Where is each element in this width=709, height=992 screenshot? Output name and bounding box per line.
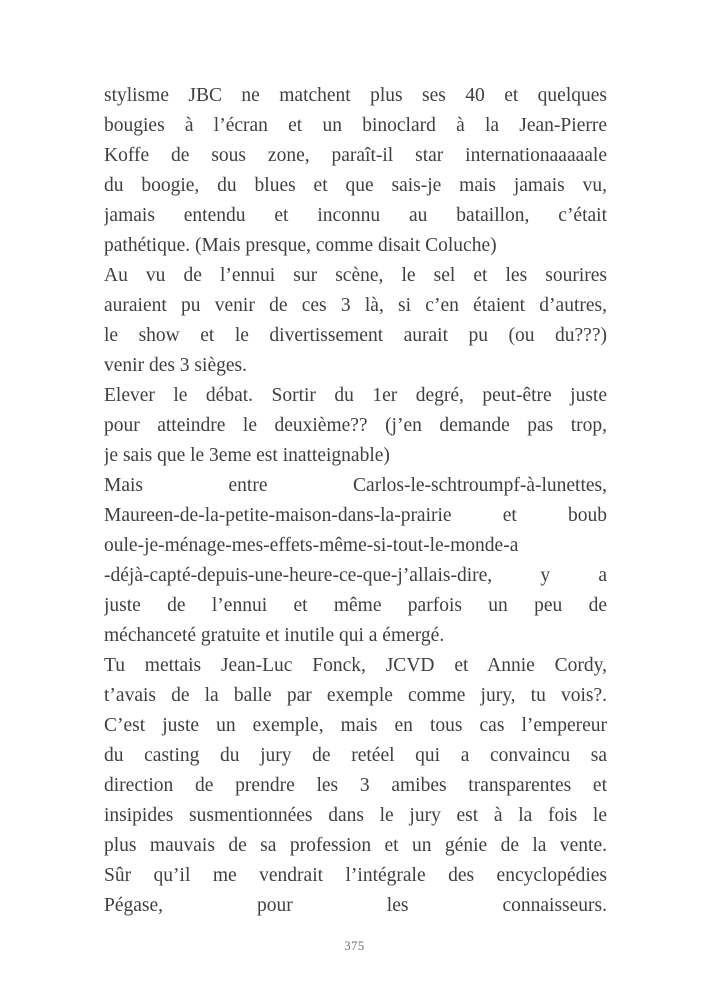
text-line: plus mauvais de sa profession et un génie de la vente. (104, 835, 607, 856)
text-line: Mais entre Carlos-le-schtroumpf-à-lunettes, (104, 475, 607, 496)
text-line: venir des 3 sièges. (104, 355, 247, 376)
text-line: du boogie, du blues et que sais-je mais jamais vu, (104, 175, 607, 196)
text-line: Koffe de sous zone, paraît-il star internationaaaaale (104, 145, 607, 166)
text-line: pathétique. (Mais presque, comme disait Coluche) (104, 235, 497, 256)
text-line: Sûr qu’il me vendrait l’intégrale des encyclopédies (104, 865, 607, 886)
text-line: le show et le divertissement aurait pu (ou du???) (104, 325, 607, 346)
text-line: direction de prendre les 3 amibes transparentes et (104, 775, 607, 796)
text-line: Au vu de l’ennui sur scène, le sel et les sourires (104, 265, 607, 286)
text-line: du casting du jury de retéel qui a convaincu sa (104, 745, 607, 766)
text-line: insipides susmentionnées dans le jury est à la fois le (104, 805, 607, 826)
text-line: bougies à l’écran et un binoclard à la Jean-Pierre (104, 115, 607, 136)
text-line: Maureen-de-la-petite-maison-dans-la-prairie et boub (104, 505, 607, 526)
text-line: méchanceté gratuite et inutile qui a émergé. (104, 625, 445, 646)
text-line: oule-je-ménage-mes-effets-même-si-tout-le-monde-a (104, 535, 519, 556)
text-line: -déjà-capté-depuis-une-heure-ce-que-j’allais-dire, y a (104, 565, 607, 586)
text-line: Pégase, pour les connaisseurs. (104, 895, 607, 916)
text-line: C’est juste un exemple, mais en tous cas l’empereur (104, 715, 607, 736)
text-line: juste de l’ennui et même parfois un peu de (104, 595, 607, 616)
text-line: je sais que le 3eme est inatteignable) (104, 445, 390, 466)
page-number: 375 (344, 939, 365, 953)
text-line: jamais entendu et inconnu au bataillon, c’était (104, 205, 607, 226)
text-line: t’avais de la balle par exemple comme jury, tu vois?. (104, 685, 607, 706)
text-line: Tu mettais Jean-Luc Fonck, JCVD et Annie Cordy, (104, 655, 607, 676)
text-line: pour atteindre le deuxième?? (j’en demande pas trop, (104, 415, 607, 436)
text-line: Elever le débat. Sortir du 1er degré, peut-être juste (104, 385, 607, 406)
text-line: auraient pu venir de ces 3 là, si c’en étaient d’autres, (104, 295, 607, 316)
body-text (104, 81, 607, 921)
text-line: stylisme JBC ne matchent plus ses 40 et quelques (104, 85, 607, 106)
